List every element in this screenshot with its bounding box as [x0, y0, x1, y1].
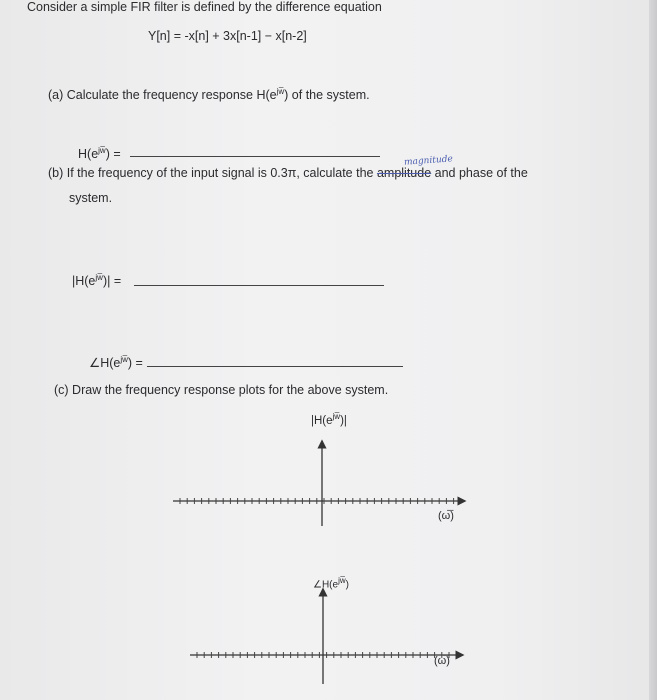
part-b-prompt-line2: system. — [69, 191, 113, 205]
part-a-prompt-sup: jw̅ — [276, 87, 285, 96]
phase-label-tail: ) = — [127, 356, 143, 371]
answer-h-label-text: H(e — [78, 147, 99, 162]
plot2-ylabel-text: ∠H(e — [313, 579, 339, 591]
answer-h-label-tail: ) = — [105, 147, 121, 162]
answer-h-label-sup: jw̅ — [98, 146, 106, 155]
plot2-ylabel-tail: ) — [345, 579, 349, 591]
phase-label-text: ∠H(e — [89, 356, 121, 371]
part-a-prompt-tail: ) of the system. — [284, 88, 370, 103]
handwritten-correction: magnitude — [403, 154, 454, 168]
part-c-prompt: (c) Draw the frequency response plots for the above system. — [54, 383, 389, 397]
phase-label-sup: jw̅ — [120, 355, 128, 364]
plot1-ylabel-text: |H(e — [311, 414, 333, 427]
struck-word: amplitude — [376, 166, 432, 180]
plot2-xlabel: (ω̅) — [434, 655, 450, 667]
difference-equation: Y[n] = -x[n] + 3x[n-1] − x[n-2] — [148, 29, 307, 43]
part-a-prompt-text: (a) Calculate the frequency response H(e — [48, 88, 277, 103]
plot2-ylabel-sup: jw̅ — [338, 576, 346, 585]
part-b-prompt-end: and phase of the — [434, 166, 528, 180]
part-b-prompt-start: (b) If the frequency of the input signal is 0.3π, calculate the — [48, 166, 374, 180]
problem-intro: Consider a simple FIR filter is defined by the difference equation — [27, 0, 382, 14]
plot1-ylabel-tail: )| — [340, 414, 347, 427]
plot1-ylabel-sup: jw̅ — [332, 412, 341, 421]
magnitude-label-tail: )| = — [102, 274, 122, 289]
magnitude-label-sup: jw̅ — [95, 273, 103, 282]
magnitude-label-text: |H(e — [72, 274, 96, 289]
plot1-xlabel: (ω̅) — [438, 510, 454, 522]
